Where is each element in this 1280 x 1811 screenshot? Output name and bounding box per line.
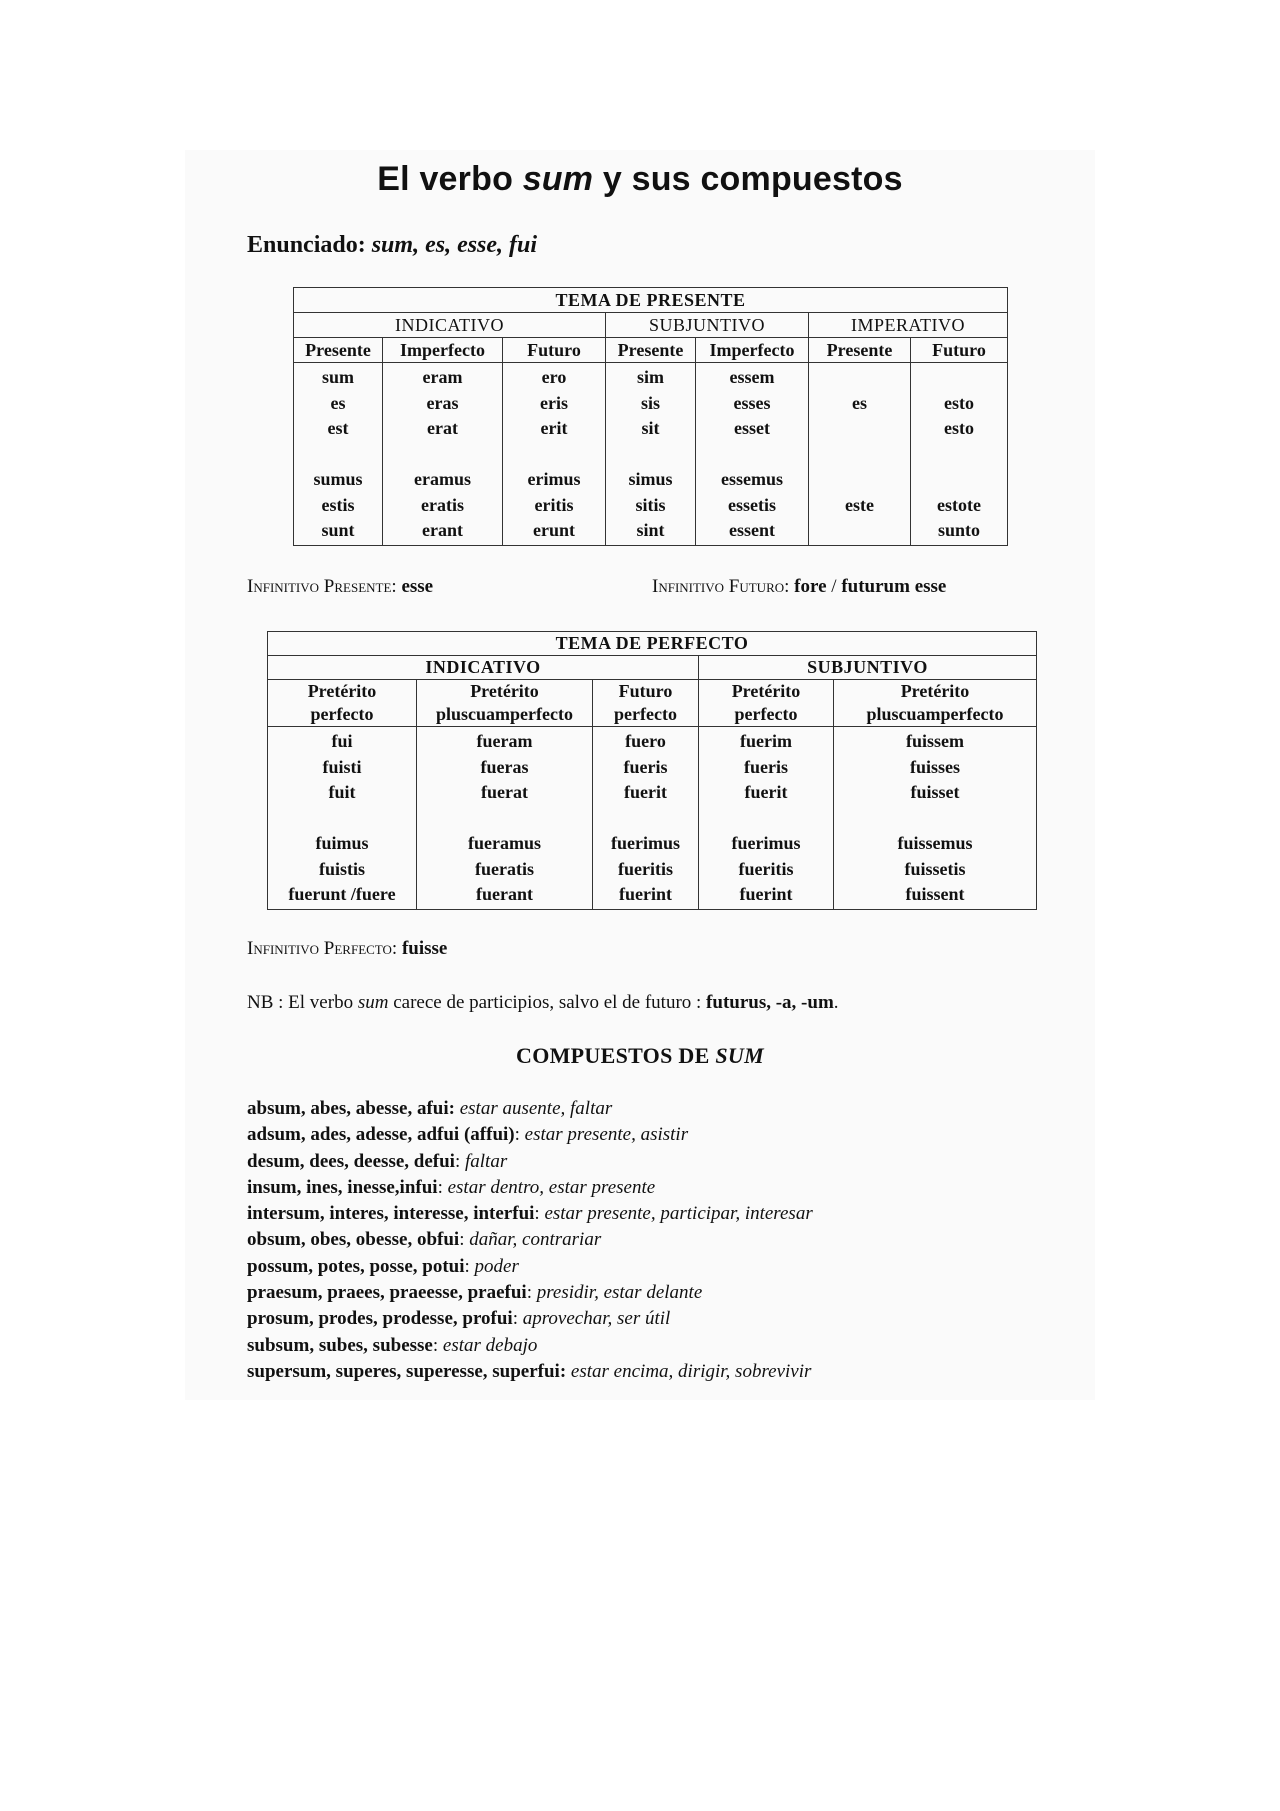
enunciado: Enunciado: sum, es, esse, fui [247, 232, 538, 258]
form-cell: erimus [527, 469, 581, 489]
form-cell: fueris [623, 756, 668, 777]
list-item: insum, ines, inesse,infui: estar dentro, estar presente [247, 1176, 656, 1198]
column-header: Pretérito pluscuamperfecto [417, 680, 593, 727]
column-header: Pretérito pluscuamperfecto [834, 680, 1037, 727]
form-cell: esto [944, 392, 974, 413]
conjugation-column [834, 727, 1037, 910]
form-cell [383, 442, 502, 468]
form-cell [268, 806, 416, 832]
table-caption: TEMA DE PRESENTE [294, 288, 1008, 313]
group-indicativo: INDICATIVO [294, 313, 606, 338]
form-cell: fuero [625, 731, 666, 751]
form-cell: est [327, 418, 349, 438]
form-cell: fueram [476, 731, 533, 751]
form-cell: fuerunt /fuere [288, 884, 396, 904]
form-cell: fueratis [475, 858, 534, 879]
form-cell: es [852, 392, 867, 413]
list-item: adsum, ades, adesse, adfui (affui): estar presente, asistir [247, 1124, 689, 1146]
form-cell: eras [426, 392, 459, 413]
form-cell: essetis [728, 494, 776, 515]
form-cell: fuerit [624, 782, 667, 802]
perfect-stem-table [267, 631, 1037, 910]
form-cell: este [845, 494, 874, 515]
list-item: subsum, subes, subesse: estar debajo [247, 1334, 538, 1356]
infinitivo-futuro: Infinitivo Futuro: fore / futurum esse [652, 576, 947, 597]
form-cell: fueritis [738, 858, 794, 879]
form-cell: sumus [313, 469, 363, 489]
form-cell: fuerint [619, 884, 672, 904]
conjugation-column [696, 363, 809, 546]
list-item: intersum, interes, interesse, interfui: estar presente, participar, interesar [247, 1203, 813, 1225]
column-header: Presente [606, 338, 696, 363]
group-indicativo: INDICATIVO [268, 656, 699, 680]
form-cell: essem [729, 367, 775, 387]
list-item: possum, potes, posse, potui: poder [247, 1255, 519, 1277]
list-item: praesum, praees, praeesse, praefui: presidir, estar delante [247, 1282, 703, 1304]
form-cell: fuimus [315, 833, 369, 853]
form-cell: erit [540, 418, 568, 438]
form-cell: estis [321, 494, 355, 515]
form-cell [699, 806, 833, 832]
form-cell: fuerant [476, 884, 533, 904]
page-title: El verbo sum y sus compuestos [377, 160, 903, 198]
form-cell [809, 365, 910, 391]
column-header: Imperfecto [383, 338, 503, 363]
form-cell: fuistis [318, 858, 365, 879]
list-item: absum, abes, abesse, afui: estar ausente, faltar [247, 1098, 613, 1119]
form-cell: sum [321, 367, 354, 387]
group-subjuntivo: SUBJUNTIVO [606, 313, 809, 338]
infinitivo-perfecto: Infinitivo Perfecto: fuisse [247, 938, 448, 959]
nota-bene: NB : El verbo sum carece de participios, salvo el de futuro : futurus, -a, -um. [247, 992, 839, 1013]
form-cell: fueritis [618, 858, 673, 879]
conjugation-column [606, 363, 696, 546]
form-cell: fuerimus [731, 833, 801, 853]
conjugation-column [809, 363, 911, 546]
conjugation-column [294, 363, 383, 546]
form-cell [503, 442, 605, 468]
form-cell: eris [540, 392, 568, 413]
form-cell [834, 806, 1036, 832]
form-cell: erant [422, 520, 463, 540]
form-cell: fuerint [739, 884, 793, 904]
form-cell: eramus [414, 469, 471, 489]
form-cell [809, 442, 910, 468]
form-cell: fuissetis [904, 858, 966, 879]
form-cell: eratis [421, 494, 464, 515]
form-cell: eritis [534, 494, 574, 515]
form-cell: sit [641, 418, 660, 438]
column-header: Futuro [503, 338, 606, 363]
form-cell: essent [729, 520, 775, 540]
column-header: Futuro [911, 338, 1008, 363]
section-heading: COMPUESTOS DE SUM [516, 1043, 764, 1068]
form-cell [911, 365, 1007, 391]
form-cell: sunt [321, 520, 355, 540]
form-cell: fui [331, 731, 353, 751]
form-cell: sitis [635, 494, 666, 515]
conjugation-column [699, 727, 834, 910]
form-cell: fueris [744, 756, 788, 777]
form-cell: sunto [937, 520, 981, 540]
form-cell: fuerit [744, 782, 788, 802]
form-cell: eram [422, 367, 463, 387]
conjugation-column [503, 363, 606, 546]
conjugation-column [268, 727, 417, 910]
form-cell [606, 442, 695, 468]
infinitivo-presente: Infinitivo Presente: esse [247, 576, 434, 597]
form-cell: esses [733, 392, 771, 413]
list-item: obsum, obes, obesse, obfui: dañar, contrariar [247, 1229, 602, 1251]
compounds-list [247, 1096, 813, 1385]
group-subjuntivo: SUBJUNTIVO [699, 656, 1037, 680]
form-cell: fuit [328, 782, 356, 802]
form-cell [809, 416, 910, 442]
column-header: Pretérito perfecto [268, 680, 417, 727]
list-item: supersum, superes, superesse, superfui: estar encima, dirigir, sobrevivir [247, 1360, 812, 1382]
column-header: Imperfecto [696, 338, 809, 363]
column-header: Presente [809, 338, 911, 363]
form-cell: esto [944, 418, 974, 438]
form-cell: simus [628, 469, 673, 489]
form-cell: fueramus [468, 833, 541, 853]
form-cell [911, 442, 1007, 468]
form-cell [417, 806, 592, 832]
form-cell: erat [427, 418, 458, 438]
form-cell: fuissemus [897, 833, 973, 853]
conjugation-column [417, 727, 593, 910]
conjugation-column [383, 363, 503, 546]
column-header: Presente [294, 338, 383, 363]
form-cell: fuerim [740, 731, 792, 751]
form-cell: fuisti [322, 756, 362, 777]
form-cell: fueras [480, 756, 529, 777]
form-cell [809, 518, 910, 544]
form-cell: fuisset [910, 782, 960, 802]
form-cell [294, 442, 382, 468]
column-header: Pretérito perfecto [699, 680, 834, 727]
table-caption: TEMA DE PERFECTO [268, 632, 1037, 656]
form-cell: ero [541, 367, 567, 387]
form-cell: essemus [721, 469, 783, 489]
form-cell [809, 467, 910, 493]
list-item: prosum, prodes, prodesse, profui: aprovechar, ser útil [247, 1308, 671, 1330]
conjugation-column [593, 727, 699, 910]
form-cell: fuisses [909, 756, 960, 777]
group-imperativo: IMPERATIVO [809, 313, 1008, 338]
form-cell: sis [640, 392, 660, 413]
form-cell: es [330, 392, 346, 413]
list-item: desum, dees, deesse, defui: faltar [247, 1150, 508, 1172]
document-page [185, 150, 1095, 1400]
form-cell: erunt [533, 520, 575, 540]
form-cell: esset [734, 418, 770, 438]
form-cell: fuerimus [611, 833, 680, 853]
form-cell: fuissem [906, 731, 964, 751]
form-cell [911, 467, 1007, 493]
form-cell: estote [937, 494, 981, 515]
form-cell [696, 442, 808, 468]
form-cell [593, 806, 698, 832]
column-header: Futuro perfecto [593, 680, 699, 727]
form-cell: fuerat [481, 782, 528, 802]
form-cell: sim [637, 367, 664, 387]
present-stem-table [293, 287, 1008, 546]
form-cell: fuissent [905, 884, 965, 904]
conjugation-column [911, 363, 1008, 546]
form-cell: sint [636, 520, 665, 540]
